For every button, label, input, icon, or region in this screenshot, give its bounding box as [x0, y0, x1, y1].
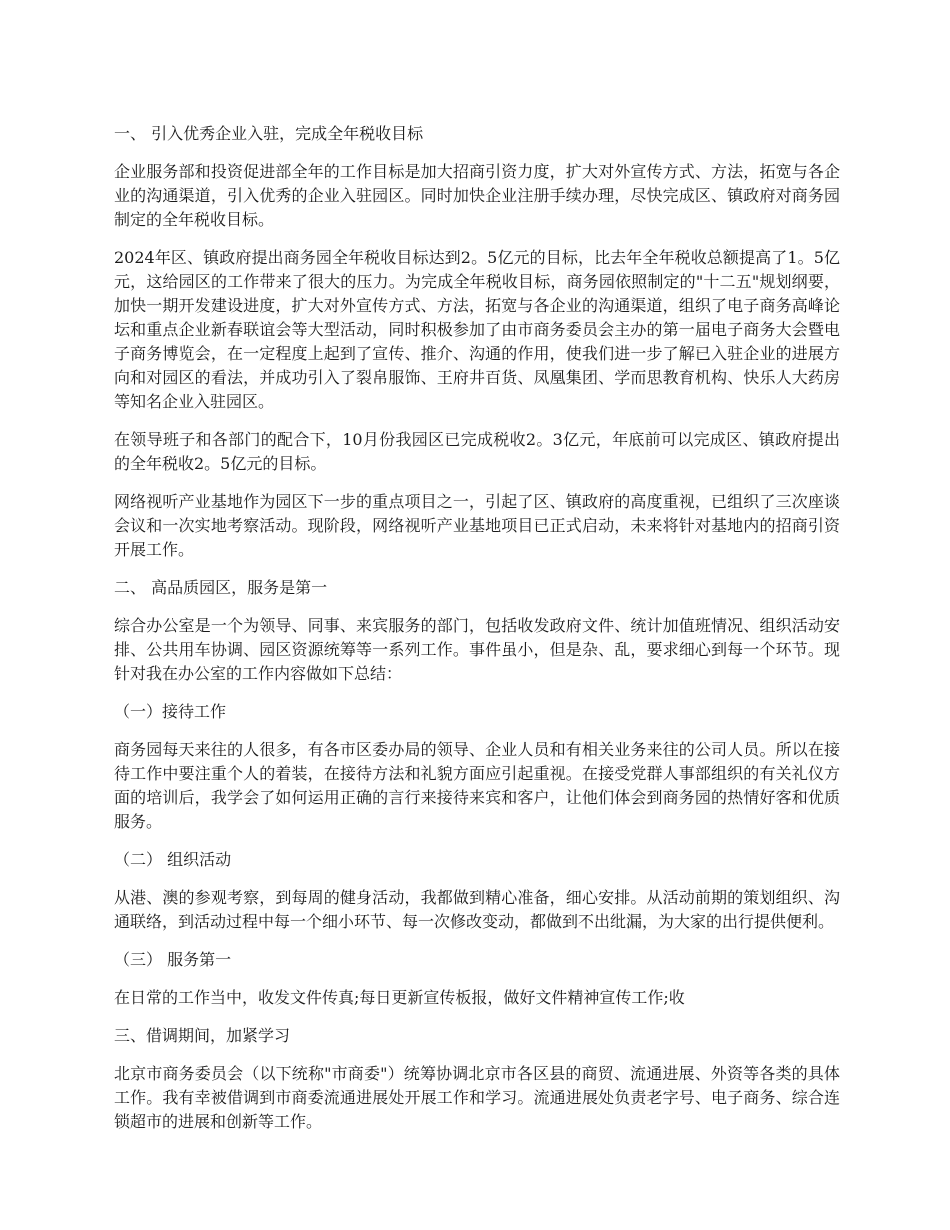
paragraph: 在日常的工作当中，收发文件传真;每日更新宣传板报，做好文件精神宣传工作;收 [114, 988, 685, 1007]
document-page [114, 122, 840, 1148]
subsection-heading: （一）接待工作 [114, 702, 227, 721]
paragraph: 2024年区、镇政府提出商务园全年税收目标达到2。5亿元的目标，比去年全年税收总额提高了1。5亿元，这给园区的工作带来了很大的压力。为完成全年税收目标，商务园依照制定的"十二五"规划纲要，加快一期开发建设进度，扩大对外宣传方式、方法，拓宽与各企业的沟通渠道，组织了电子商务高峰论坛和重点企业新春联谊会等大型活动，同时积极参加了由市商务委员会主办的第一届电子商务大会暨电子商务博览会，在一定程度上起到了宣传、推介、沟通的作用，使我们进一步了解已入驻企业的进展方向和对园区的看法，并成功引入了裂帛服饰、王府井百货、凤凰集团、学而思教育机构、快乐人大药房等知名企业入驻园区。 [114, 248, 840, 411]
paragraph: 从港、澳的参观考察，到每周的健身活动，我都做到精心准备，细心安排。从活动前期的策划组织、沟通联络，到活动过程中每一个细小环节、每一次修改变动，都做到不出纰漏，为大家的出行提供便利。 [114, 888, 840, 931]
paragraph: 综合办公室是一个为领导、同事、来宾服务的部门，包括收发政府文件、统计加值班情况、组织活动安排、公共用车协调、园区资源统筹等一系列工作。事件虽小，但是杂、乱，要求细心到每一个环节。现针对我在办公室的工作内容做如下总结： [114, 616, 840, 683]
paragraph: 网络视听产业基地作为园区下一步的重点项目之一，引起了区、镇政府的高度重视，已组织了三次座谈会议和一次实地考察活动。现阶段，网络视听产业基地项目已正式启动，未来将针对基地内的招商引资开展工作。 [114, 492, 840, 559]
subsection-heading: （二） 组织活动 [114, 850, 232, 869]
section-heading-1: 一、 引入优秀企业入驻，完成全年税收目标 [114, 124, 424, 143]
subsection-heading: （三） 服务第一 [114, 950, 232, 969]
paragraph: 企业服务部和投资促进部全年的工作目标是加大招商引资力度，扩大对外宣传方式、方法，拓宽与各企业的沟通渠道，引入优秀的企业入驻园区。同时加快企业注册手续办理，尽快完成区、镇政府对商务园制定的全年税收目标。 [114, 162, 840, 229]
paragraph: 商务园每天来往的人很多，有各市区委办局的领导、企业人员和有相关业务来往的公司人员。所以在接待工作中要注重个人的着装，在接待方法和礼貌方面应引起重视。在接受党群人事部组织的有关礼仪方面的培训后，我学会了如何运用正确的言行来接待来宾和客户，让他们体会到商务园的热情好客和优质服务。 [114, 740, 840, 831]
paragraph: 北京市商务委员会（以下统称"市商委"）统筹协调北京市各区县的商贸、流通进展、外资等各类的具体工作。我有幸被借调到市商委流通进展处开展工作和学习。流通进展处负责老字号、电子商务、综合连锁超市的进展和创新等工作。 [114, 1064, 840, 1131]
section-heading-3: 三、借调期间，加紧学习 [114, 1026, 291, 1045]
paragraph: 在领导班子和各部门的配合下，10月份我园区已完成税收2。3亿元，年底前可以完成区、镇政府提出的全年税收2。5亿元的目标。 [114, 430, 840, 473]
section-heading-2: 二、 高品质园区，服务是第一 [114, 578, 328, 597]
